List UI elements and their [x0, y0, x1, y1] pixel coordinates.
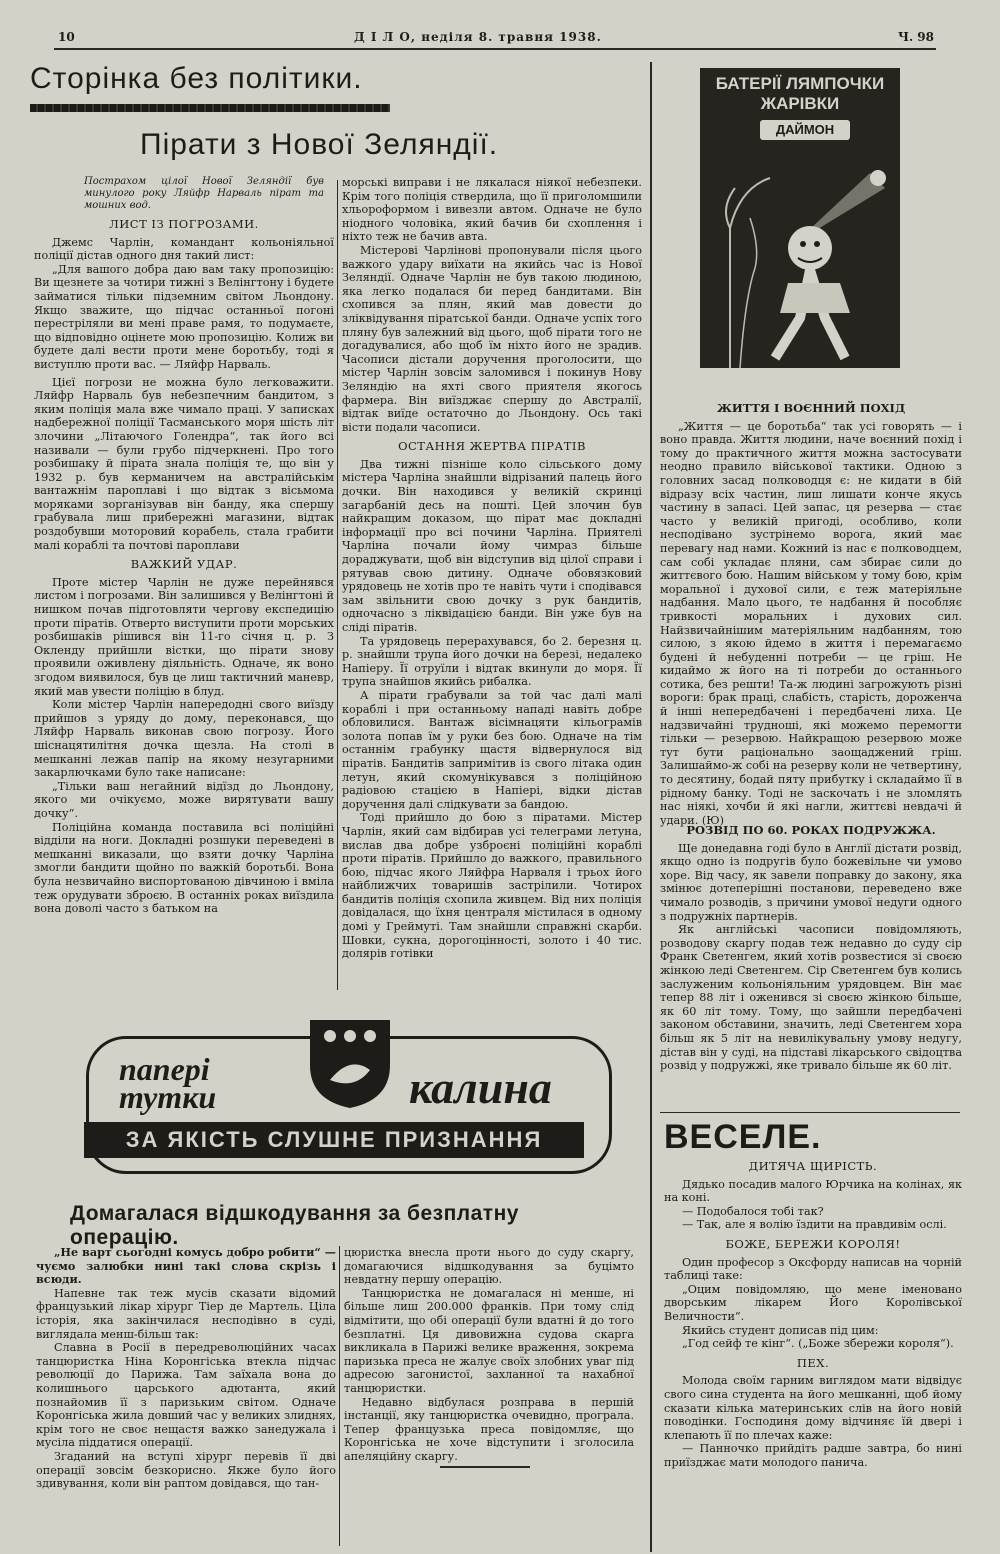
- paragraph: „Для вашого добра даю вам таку пропозицію: Ви щезнете за чотири тижні з Велінгтону і будете займатися тільки підземним світом Льондону. Якщо зважите, що підчас останньої погоні перестріляли ви мені праве рамя, то подумаєте, що відповідно оцінете мою пропозицію. Колиж ви будете далі вести проти мене боротьбу, тоді я виступлю проти вас. — Ляйфр Нарваль.: [34, 262, 334, 371]
- section-title-underline: [30, 104, 390, 112]
- kalyna-banner: ЗА ЯКІСТЬ СЛУШНЕ ПРИЗНАННЯ: [84, 1122, 584, 1158]
- paragraph: „Життя — це боротьба“ так усі говорять — і воно правда. Життя людини, наче воєнний похід і тому до практичного життя можна застосувати неодно правило військової тактики. Одною з головних засад полководця є: не кидати в бій відразу всіх частин, лиш лишати конче якусь частину в запасі. Цей запас, ця резерва — стає часто у великій пригоді, особливо, коли несподівано зустрінемо ворога, який має перевагу над нами. Кожний із нас є полководцем, сам собі укладає пляни, сам збирає сили до життєвого бою. Нашим військом у тому бою, крім моральної і духової сили, є теж матеріяльне надбання. Мало цього, те надбання й пособляє тривкості моральних і духових сил. Найзвичайнішим матеріяльним надбанням, тою силою, з якою йдемо в життя і перемагаємо будені й небуденні потреби — це гріш. Не кидаймо ж його на ті потреби до останнього сотика, без решти! Та-ж людині загрожують різні вороги: брак праці, слабість, старість, дороженча й інші непередбачені і передбачені лиха. Це надзвичайні трудноші, які можемо перемогти тільки — резервою. Найкращою резервою може тут бути раціонально заощаджений гріш. Залишаймо-ж собі на резерву коли не четвертину, то десятину, бодай пяту прибутку і складаймо її в рідному банку. Тоді не заскочать і не зломлять нас ніякі, хочби й які нагли, життєві невдачі й удари. (Ю): [660, 419, 962, 827]
- pirates-column-1: [34, 176, 334, 916]
- paragraph: „Оцим повідомляю, що мене іменовано дворським лікарем Його Королівської Величности“.: [664, 1282, 962, 1323]
- battery-advert-line1: БАТЕРІЇ ЛЯМПОЧКИ: [715, 74, 885, 93]
- paragraph: Якийсь студент дописав під цим:: [682, 1323, 879, 1337]
- paragraph: Коли містер Чарлін напередодні свого виїзду прийшов з уряду до дому, переконався, що Ляйфр Нарваль виконав свою погрозу. Його шіснацятилітня дочка щезла. На столі в мешканні лежав папір на якому незугарними закарлючками було таке написане:: [34, 698, 334, 780]
- paragraph: Як англійські часописи повідомляють, розводову скаргу подав теж недавно до суду сір Франк Светенгем, який хотів розвестися зі своєю жінкою леді Светенгем. Сір Светенгем був колись заслуженим кольоніяльним урядовцем. Він має тепер 88 літ і оженився зі своєю жінкою більше, як 60 літ тому. Тому, що зайшли передбачені законом обставини, значить, леді Светенгем хора більш як 5 літ на невилікувальну умову недугу, дістав він у суді, на підставі лікарського свідоцтва розвід у подружжі, яке тривало більше як 60 літ.: [660, 923, 962, 1073]
- paragraph: „Не варт сьогодні комусь добро робити“ — чуємо залюбки нині такі слова скрізь і всюди.: [36, 1245, 336, 1287]
- battery-advert: [700, 68, 900, 368]
- issue-number: Ч. 98: [897, 30, 934, 44]
- article-end-rule: [440, 1466, 530, 1468]
- divorce-column: [660, 824, 962, 1073]
- paragraph: А пірати грабували за той час далі малі кораблі і при останньому нападі навіть добре обловилися. Вантаж вісімнацяти кільограмів золота попав їм у руки без бою. Одначе на тім останнім грабунку щастя відвернулося від піратів. Бандитів запримітив із свого літака один летун, який скомунікувався з поліційною радіовою стацією в Напіері, відки дістав доручення далі слідкувати за бандою.: [342, 688, 642, 811]
- article-title-operation: Домагалася відшкодування за безплатну операцію.: [70, 1202, 519, 1249]
- paragraph: Один професор з Оксфорду написав на чорній таблиці таке:: [664, 1255, 962, 1283]
- life-column: [660, 402, 962, 827]
- kalyna-brand: калина: [409, 1062, 552, 1113]
- right-column-divider: [650, 62, 652, 1552]
- subheading-god-save-king: БОЖЕ, БЕРЕЖИ КОРОЛЯ!: [725, 1236, 901, 1251]
- paragraph: Ще донедавна годі було в Англії дістати розвід, якщо одно із подругів було божевільне чи умово хоре. Від часу, як завели поправку до закону, яка змінює дотеперішні постанови, переведено вже чимало розводів, з причини умової недуги одного з подружніх партнерів.: [660, 841, 962, 923]
- paragraph: морські виправи і не лякалася ніякої небезпеки. Крім того поліція ствердила, що її приголомшили хльороформом і вивезли автом. Одначе не було ніодного чоловіка, який бачив би схоплення і ніхто теж не бачив авта.: [342, 176, 642, 244]
- operation-column-1: [36, 1246, 336, 1491]
- paragraph: Проте містер Чарлін не дуже перейнявся листом і погрозами. Він залишився у Велінгтоні й нишком почав підготовляти чергову експедицію проти піратів. Отверто виступити проти морських розбишаків рішився він 11-го січня ц. р. З Окленду прийшли вістки, що пірати знову проявили оживлену діяльність. Одначе, як воно згодом виявилося, був це лиш тактичний маневр, який мав увести поліцію в блуд.: [34, 575, 334, 698]
- paragraph: Недавно відбулася розправа в першій інстанції, яку танцюристка очевидно, програла. Тепер французька преса повідомляє, що Коронгіська не хоче відступити і зголосила апеляційну скаргу.: [344, 1395, 634, 1463]
- battery-advert-illustration: [700, 68, 900, 368]
- pirates-lead: Пострахом цілої Нової Зеляндії був минулого року Ляйфр Нарваль пірат та мошних вод.: [84, 176, 324, 211]
- paragraph: Тоді прийшло до бою з піратами. Містер Чарлін, який сам відбирав усі телеграми летуна, вислав два добре узброєні поліційні кораблі проти піратів. Прийшло до важкого, правильного бою, підчас якого Ляйфра Нарваля і трьох його найближчих товаришів застрілили. Чотирох бандитів поліція схопила живцем. Від них поліція довідалася, що їхня централя містилася в одному домі у Греймуті. Там знайшли справжні скарби. Шовки, сукна, дорогоцінності, золото і 40 тис. долярів готівки: [342, 811, 642, 961]
- battery-advert-line2: ЖАРІВКИ: [760, 94, 840, 113]
- kalyna-advert-left: [119, 1051, 217, 1115]
- pirates-column-2: [342, 176, 642, 961]
- kalyna-emblem: [300, 1010, 400, 1110]
- column-divider: [339, 1246, 340, 1546]
- jokes-column: [664, 1160, 962, 1469]
- subheading-bad-luck: ПЕХ.: [796, 1355, 830, 1370]
- paragraph: Цієї погрози не можна було легковажити. Ляйфр Нарваль був небезпечним бандитом, з яким поліція мала вже чимало праці. У записках надбережної поліції Тасманського моря шість літ злочини „Літаючого Голендра“, так його всі називали — були грубо підчеркнені. Про того розбишаку й пірата знала поліція те, що він у 1932 р. був керманичем на австралійськім вантажнім пароплаві і що відтак з вісьмома моряками зорганізував він банду, яка спершу грабувала лиш прибережні магазини, відтак роздобувши моторовий корабель, стала грабити малі кораблі та почтові пароплави: [34, 375, 334, 552]
- paragraph: Та урядовець перерахувався, бо 2. березня ц. р. знайшли трупа його дочки на березі, недалеко Напіеру. Її отруїли і відтак вкинули до моря. Її трупа знайшов якийсь рибалка.: [342, 634, 642, 689]
- paragraph: „Год сейф те кінг“. („Боже збережи короля“).: [682, 1337, 954, 1351]
- page-header: [54, 28, 934, 48]
- masthead: Д І Л О, неділя 8. травня 1938.: [354, 30, 602, 44]
- subheading-last-victim: ОСТАННЯ ЖЕРТВА ПІРАТІВ: [398, 439, 586, 454]
- paragraph: Напевне так теж мусів сказати відомий французький лікар хірург Тіер де Мартель. Ціла історія, яка закінчилася несподівно в суді, виглядала менш-більш так:: [36, 1286, 336, 1341]
- kalyna-advert-word2: тутки: [119, 1079, 217, 1115]
- paragraph: Згаданий на вступі хірург перевів її дві операції зовсім безкорисно. Якже було його здивування, коли він раптом довідався, що тан-: [36, 1449, 336, 1491]
- column-divider: [337, 180, 338, 990]
- jokes-title: ВЕСЕЛЕ.: [664, 1118, 822, 1156]
- subheading-child-honesty: ДИТЯЧА ЩИРІСТЬ.: [748, 1159, 878, 1173]
- jokes-divider: [660, 1112, 960, 1113]
- paragraph: — Панночко прийдіть радше завтра, бо нині приїзджає мати молодого панича.: [664, 1442, 962, 1469]
- paragraph: „Тільки ваш негайний відїзд до Льондону, якого ми очікуємо, може вирятувати вашу дочку“.: [34, 779, 334, 820]
- page-number: 10: [58, 30, 75, 44]
- operation-column-2: [344, 1246, 634, 1464]
- paragraph: — Подобалося тобі так?: [682, 1204, 824, 1218]
- header-rule: [54, 48, 936, 50]
- paragraph: Танцюристка не домагалася ні менше, ні більше лиш 200.000 франків. При тому слід відмітити, що обі операції були вдатні й до того безплатні. Ця дивовижна судова скарга викликала в Парижі велике враження, зокрема паризька преса не жалує своїх злобних уваг під адресою загонистої, захланної та нахабної танцюристки.: [344, 1286, 634, 1395]
- section-title: Сторінка без політики.: [30, 62, 363, 95]
- battery-brand: ДАЙМОН: [760, 120, 850, 140]
- subheading-heavy-blow: ВАЖКИЙ УДАР.: [130, 557, 238, 572]
- paragraph: — Так, але я волію їздити на правдивім ослі.: [682, 1218, 947, 1232]
- paragraph: Містерові Чарлінові пропонували після цього важкого удару виїхати на якийсь час із Нової Зеляндії. Одначе Чарлін не був такою людиною, яка легко подалася би перед бандитами. Він схопився за плян, який мав довести до зліквідування піратської банди. Одначе успіх того пляну був залежний від цього, щоб пірати того не догадувалися, або щоб їм ніхто його не зрадив. Часописи дістали доручення проголосити, що містер Чарлін зовсім заломився і покинув Нову Зеляндію на яхті свого приятеля якогось фармера. Він виїзджає спершу до Австралії, відтак виїде остаточно до Льондону. Ось такі вісти подали часописи.: [342, 243, 642, 434]
- subheading-divorce: РОЗВІД ПО 60. РОКАХ ПОДРУЖЖА.: [686, 823, 936, 837]
- article-title-pirates: Пірати з Нової Зеляндії.: [140, 128, 499, 161]
- paragraph: Славна в Росії в передреволюційних часах танцюристка Ніна Коронгіська втекла підчас революції до Парижа. Там заїхала вона до колишнього царського адютанта, який познайомив її з паризьким світом. Одначе Коронгіська жила довший час у великих злиднях, крім того не своє нещастя важко занедужала і мусіла піддатися операції.: [36, 1341, 336, 1450]
- kalyna-advert-word1: папері: [119, 1051, 210, 1087]
- paragraph: Джемс Чарлін, командант кольоніяльної поліції дістав одного дня такий лист:: [34, 235, 334, 263]
- subheading-threat-letter: ЛИСТ ІЗ ПОГРОЗАМИ.: [109, 217, 259, 231]
- paragraph: Молода своїм гарним виглядом мати відвідує свого сина студента на його мешканні, щоб йому сказати кілька материнських слів на його новій поводінки. Господиня дому відчиняє їй двері і клепають її по плечах каже:: [664, 1374, 962, 1442]
- paragraph: Дядько посадив малого Юрчика на колінах, як на коні.: [664, 1177, 962, 1205]
- paragraph: цюристка внесла проти нього до суду скаргу, домагаючися відшкодування за буцімто невдатну першу операцію.: [344, 1246, 634, 1287]
- paragraph: Поліційна команда поставила всі поліційні відділи на ноги. Докладні розшуки переведені в мешканні виказали, що взяти дочку Чарліна змогли бандити щойно по важкій боротьбі. Вона була незвичайно виспортованою дівчиною і вміла теж орудувати зброєю. В останніх роках виїздила вона доволі часто з батьком на: [34, 820, 334, 916]
- paragraph: Два тижні пізніше коло сільського дому містера Чарліна знайшли відрізаний палець його дочки. Він находився у великій скринці загарбаній десь на пошті. Цей злочин був найкращим доказом, що пірат має докладні інформації про всі почини Чарліна. Приятелі Чарліна почали йому чимраз більше дораджувати, щоб він відступив від цілої справи і рятував свою дитину. Одначе обовязковий урядовець не хотів про те навіть чути і сподівався зам звільнити свою дочку з рук бандитів, одночасно з ліквідацією банди. Він уже був на сліді піратів.: [342, 457, 642, 634]
- subheading-life-campaign: ЖИТТЯ І ВОЄННИЙ ПОХІД: [716, 401, 906, 415]
